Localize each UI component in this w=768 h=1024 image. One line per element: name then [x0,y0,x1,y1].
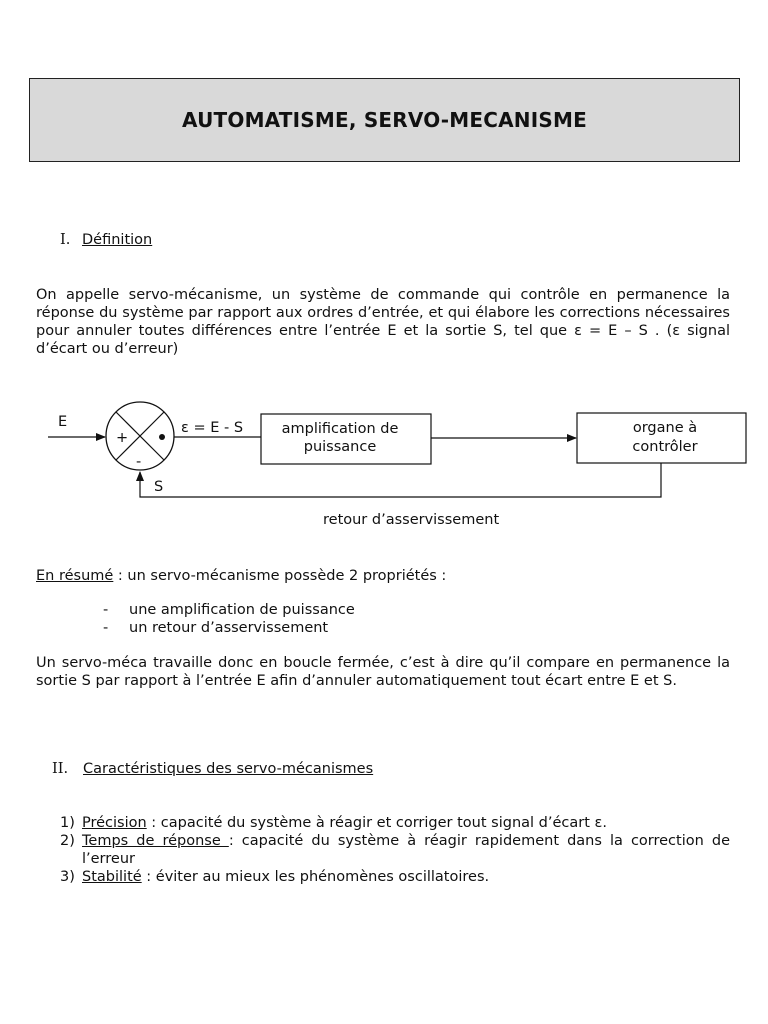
controlled-organ-line-2: contrôler [632,439,698,455]
list-item-term: Stabilité [82,869,142,885]
feedback-signal-label: S [154,479,164,495]
bullet-item: - une amplification de puissance [103,602,355,618]
list-item-term: Temps de réponse [82,833,229,849]
summary-line [36,567,446,585]
bullet-text: une amplification de puissance [129,602,355,618]
amplification-block-line-2: puissance [303,439,377,455]
feedback-loop-arrow [140,463,661,497]
list-item-number: 3) [60,869,75,885]
bullet-item: - un retour d’asservissement [103,620,329,636]
comparator-minus-sign: - [136,454,142,470]
list-item-text: : capacité du système à réagir et corriger tout signal d’écart ε. [146,815,607,831]
section-2-heading [52,761,373,777]
section-1-title: Définition [82,232,153,248]
list-item-text: : capacité du système à réagir rapidement dans la correction de l’erreur [82,833,730,867]
list-item [60,868,730,886]
summary-lead: En résumé [36,568,114,584]
page-title: AUTOMATISME, SERVO-MECANISME [182,108,587,132]
list-item [60,814,730,832]
error-signal-label: ε = E - S [181,420,244,436]
bullet-text: un retour d’asservissement [129,620,329,636]
feedback-caption: retour d’asservissement [323,512,500,528]
definition-paragraph: On appelle servo-mécanisme, un système de commande qui contrôle en permanence la réponse du système par rapport aux ordres d’entrée, et qui élabore les corrections nécessaires pour annuler toutes différences entre l’entrée E et la sortie S, tel que ε = E – S . (ε signal d’écart ou d’erreur) [36,287,730,357]
comparator [106,402,174,470]
comparator-output-dot [159,434,165,440]
list-item-number: 2) [60,833,75,849]
summary-text: : un servo-mécanisme possède 2 propriétés : [113,568,447,584]
amplification-block-line-1: amplification de [281,421,399,437]
input-label: E [58,414,68,430]
list-item-number: 1) [60,815,75,831]
controlled-organ-line-1: organe à [632,420,698,436]
comparator-plus-sign: + [116,430,129,446]
list-item-term: Précision [82,815,147,831]
closed-loop-paragraph: Un servo-méca travaille donc en boucle fermée, c’est à dire qu’il compare en permanence la sortie S par rapport à l’entrée E afin d’annuler automatiquement tout écart entre E et S. [36,655,730,689]
list-item [60,832,730,868]
section-2-title: Caractéristiques des servo-mécanismes [83,761,374,777]
section-1-number: I. [60,232,71,248]
list-item-text: : éviter au mieux les phénomènes oscillatoires. [141,869,490,885]
section-2-number: II. [52,761,69,777]
